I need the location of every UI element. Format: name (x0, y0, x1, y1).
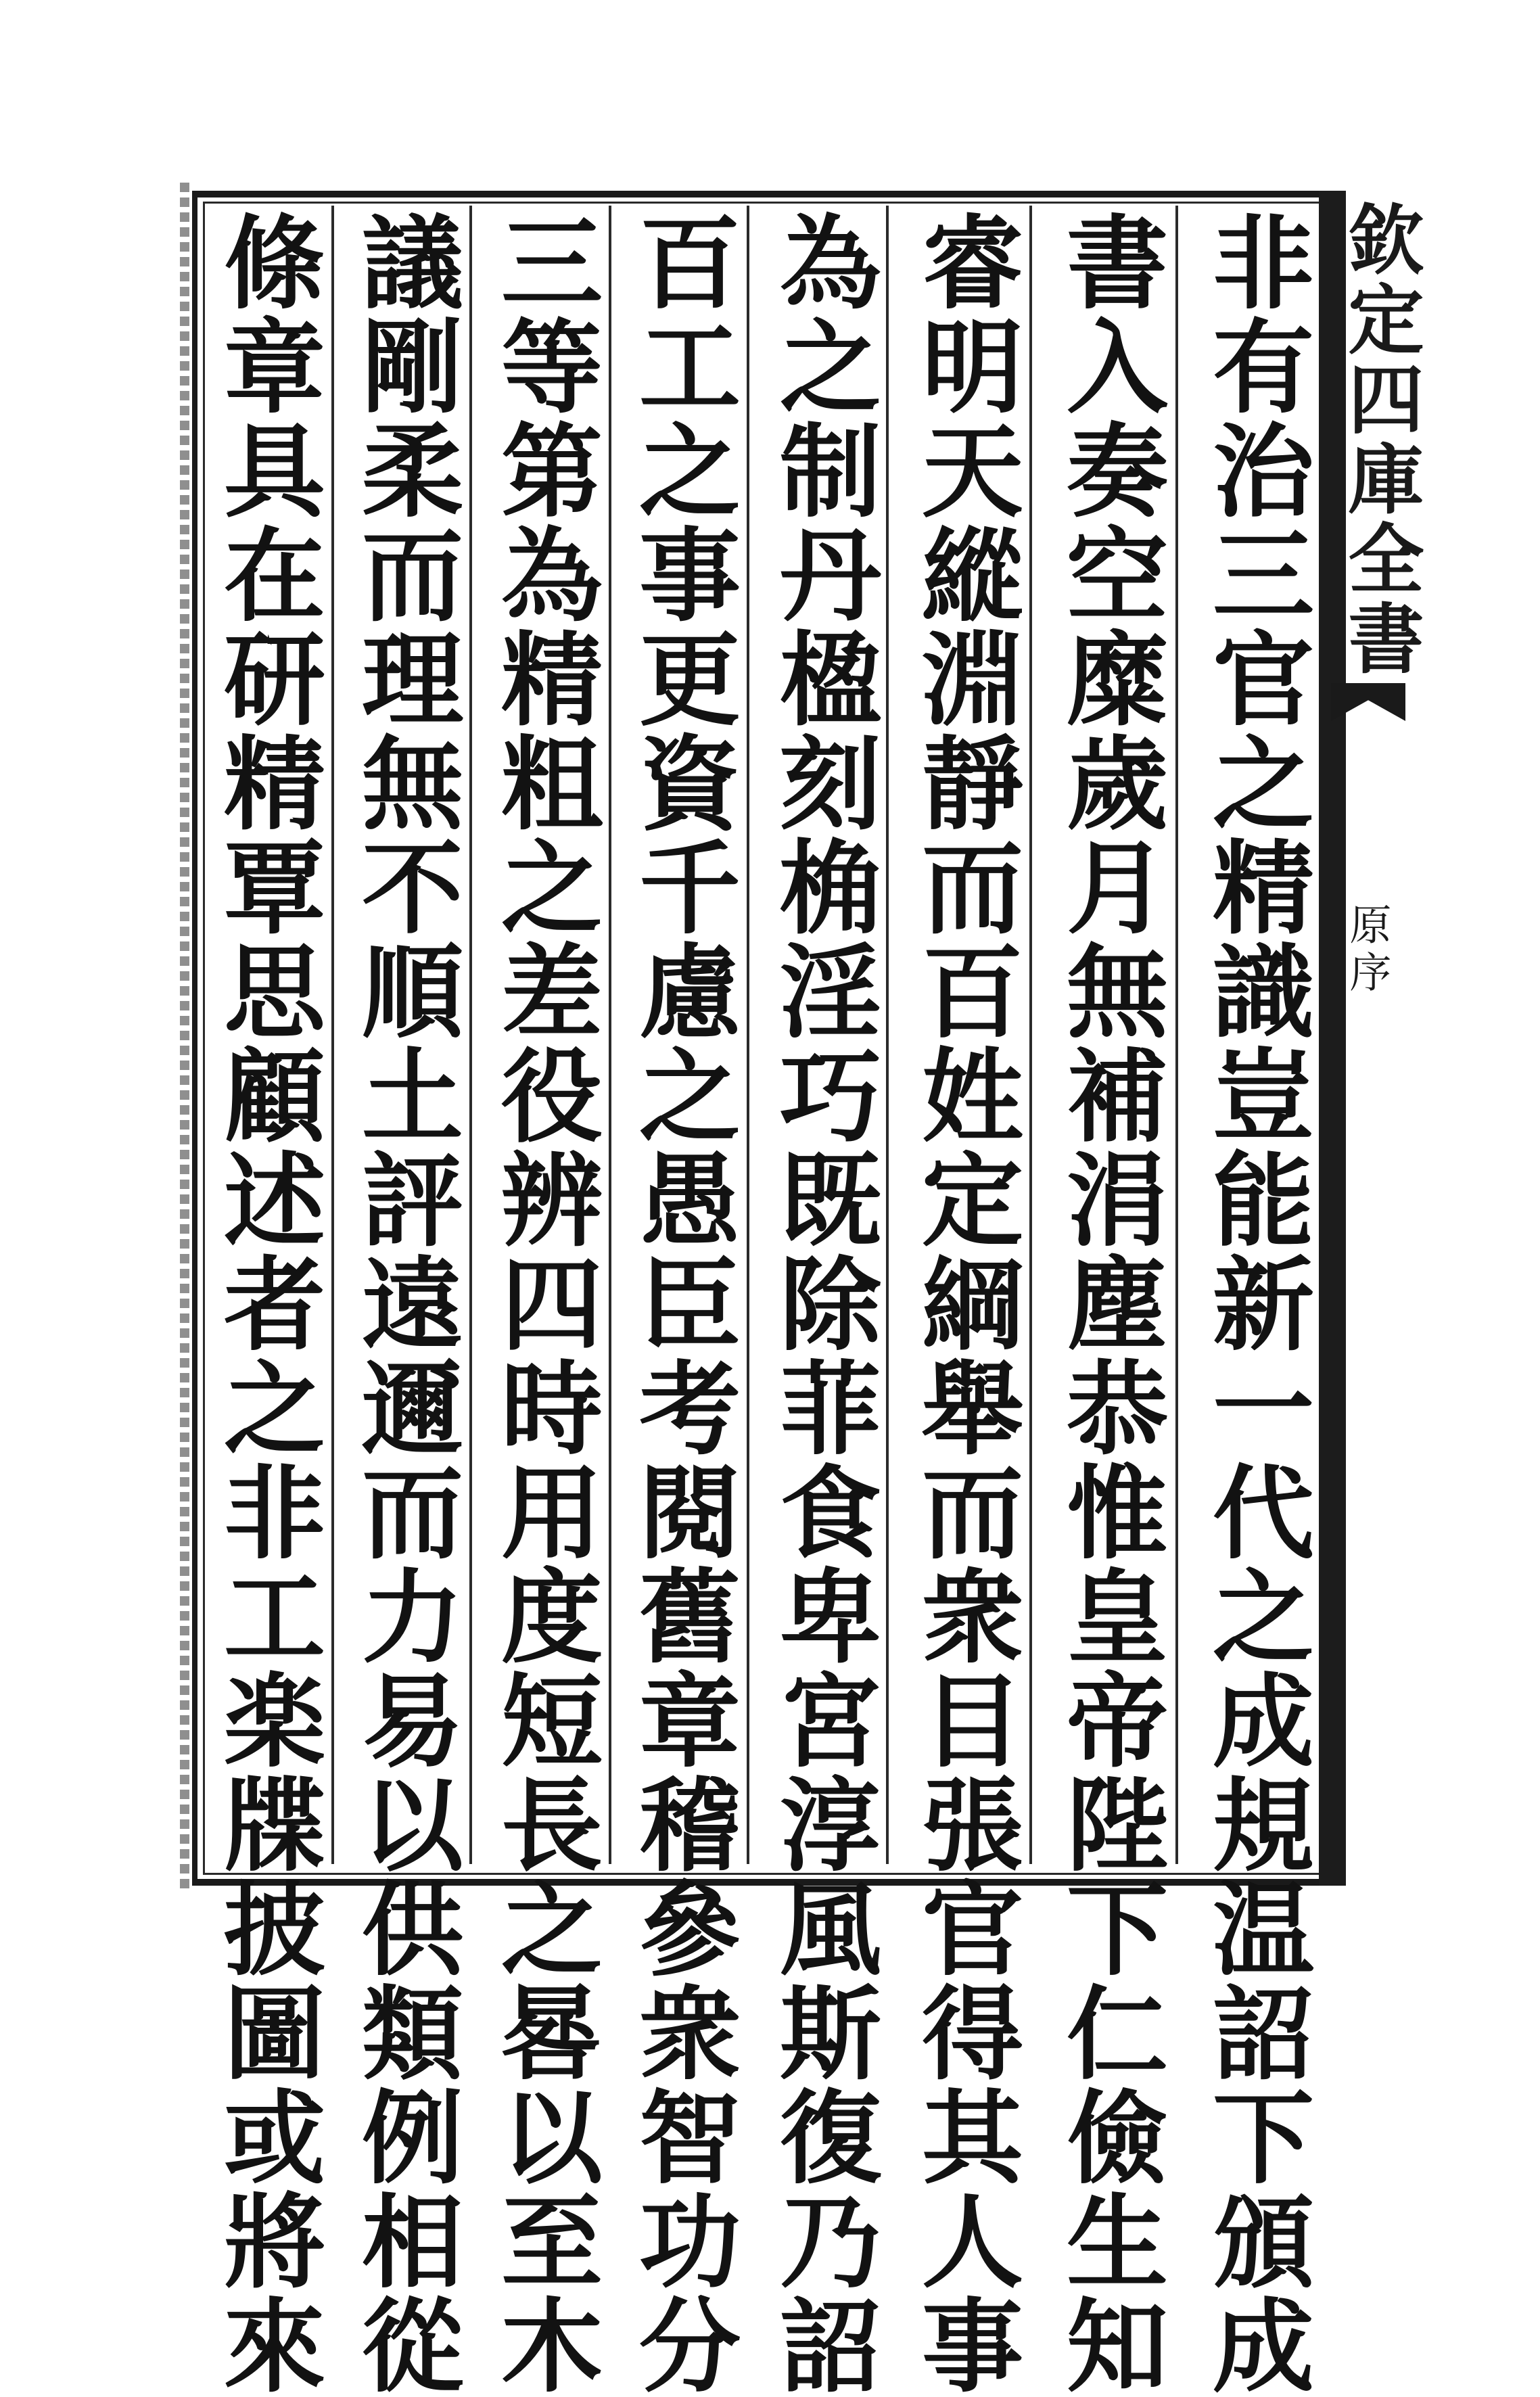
text-column-5 (617, 210, 745, 2397)
column-rule (1175, 206, 1178, 1864)
column-2-text: 書入奏空糜歲月無補涓塵恭惟皇帝陛下仁儉生知 (1049, 210, 1168, 2397)
text-column-2 (1044, 210, 1173, 2397)
column-rule (886, 206, 889, 1864)
column-rule (1029, 206, 1032, 1864)
text-column-6 (479, 210, 607, 2397)
column-rule (331, 206, 334, 1864)
column-4-text: 為之制丹楹刻桷淫巧既除菲食卑宮淳風斯復乃詔 (762, 210, 881, 2397)
column-7-text: 議剛柔而理無不順土評遠邇而力易以供類例相從 (344, 210, 463, 2397)
section-label: 原序 (1343, 903, 1392, 998)
text-column-1 (1190, 210, 1319, 2397)
column-rule (747, 206, 749, 1864)
column-6-text: 三等第為精粗之差役辨四時用度短長之晷以至木 (484, 210, 603, 2397)
text-column-7 (340, 210, 468, 2397)
column-1-text: 非有治三官之精識豈能新一代之成規温詔下頒成 (1195, 210, 1314, 2397)
book-title: 欽定四庫全書 (1336, 200, 1424, 679)
column-8-text: 條章具在研精覃思顧述者之非工楽牒披圖或將來 (206, 210, 325, 2397)
column-rule (469, 206, 472, 1864)
page-left-edge (180, 183, 189, 1894)
column-5-text: 百工之事更資千慮之愚臣考閱舊章稽參衆智功分 (622, 210, 741, 2397)
column-3-text: 睿明天縱淵靜而百姓定綱舉而衆目張官得其人事 (904, 210, 1023, 2397)
text-column-3 (900, 210, 1028, 2397)
text-column-8 (202, 210, 330, 2397)
column-rule (609, 206, 611, 1864)
text-column-4 (757, 210, 886, 2397)
